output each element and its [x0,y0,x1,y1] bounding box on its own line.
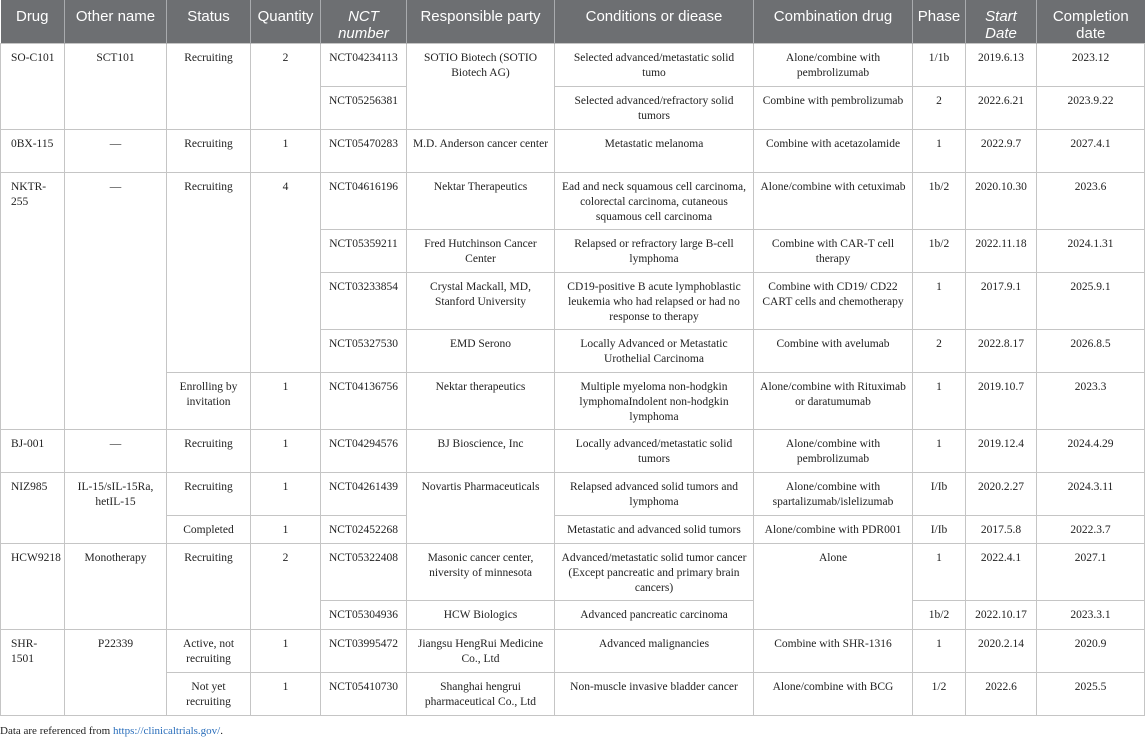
phase-cell: 1 [913,272,966,329]
combination-cell: Alone/combine with BCG [754,672,913,715]
phase-cell: 2 [913,329,966,372]
drug-cell: BJ-001 [1,429,65,472]
combination-cell: Alone/combine with PDR001 [754,515,913,543]
condition-cell: Advanced pancreatic carcinoma [555,600,754,629]
nct-cell: NCT04616196 [321,172,407,229]
party-cell: Jiangsu HengRui Medicine Co., Ltd [407,629,555,672]
condition-cell: Selected advanced/refractory solid tumors [555,86,754,129]
completion-date-cell: 2023.3 [1037,372,1145,429]
start-date-cell: 2017.9.1 [966,272,1037,329]
footnote-text: Data are referenced from [0,725,113,737]
condition-cell: Multiple myeloma non-hodgkin lymphomaIndolent non-hodgkin lymphoma [555,372,754,429]
footnote-suffix: . [220,725,223,737]
header-row [1,0,1145,43]
quantity-cell: 2 [251,43,321,129]
combination-cell: Alone [754,543,913,629]
status-cell: Recruiting [167,172,251,372]
nct-cell: NCT02452268 [321,515,407,543]
combination-cell: Alone/combine with pembrolizumab [754,429,913,472]
nct-cell: NCT05304936 [321,600,407,629]
status-cell: Active, not recruiting [167,629,251,672]
status-cell: Recruiting [167,543,251,629]
condition-cell: Advanced/metastatic solid tumor cancer (Except pancreatic and primary brain cancers) [555,543,754,600]
party-cell: M.D. Anderson cancer center [407,129,555,172]
completion-date-cell: 2020.9 [1037,629,1145,672]
other-name-cell: P22339 [65,629,167,715]
table-row [1,472,1145,515]
combination-cell: Alone/combine with cetuximab [754,172,913,229]
condition-cell: CD19-positive B acute lymphoblastic leukemia who had relapsed or had no response to therapy [555,272,754,329]
combination-cell: Combine with SHR-1316 [754,629,913,672]
phase-cell: 1/1b [913,43,966,86]
phase-cell: 1 [913,129,966,172]
nct-cell: NCT04294576 [321,429,407,472]
table-row [1,543,1145,600]
completion-date-cell: 2023.6 [1037,172,1145,229]
table-row [1,672,1145,715]
phase-cell: 1 [913,543,966,600]
status-cell: Recruiting [167,129,251,172]
nct-cell: NCT05359211 [321,229,407,272]
col-header-combination-drug: Combination drug [754,0,913,43]
combination-cell: Combine with pembrolizumab [754,86,913,129]
completion-date-cell: 2026.8.5 [1037,329,1145,372]
status-cell: Not yet recruiting [167,672,251,715]
party-cell: Masonic cancer center, niversity of minnesota [407,543,555,600]
phase-cell: 1b/2 [913,229,966,272]
condition-cell: Metastatic and advanced solid tumors [555,515,754,543]
completion-date-cell: 2024.4.29 [1037,429,1145,472]
table-row [1,372,1145,429]
table-row [1,429,1145,472]
col-header-other-name: Other name [65,0,167,43]
start-date-cell: 2020.10.30 [966,172,1037,229]
quantity-cell: 1 [251,472,321,515]
phase-cell: I/Ib [913,515,966,543]
start-date-cell: 2022.9.7 [966,129,1037,172]
combination-cell: Alone/combine with Rituximab or daratumumab [754,372,913,429]
other-name-cell: IL-15/sIL-15Ra, hetIL-15 [65,472,167,543]
combination-cell: Alone/combine with pembrolizumab [754,43,913,86]
condition-cell: Ead and neck squamous cell carcinoma, colorectal carcinoma, cutaneous squamous cell carcinoma [555,172,754,229]
drug-cell: NIZ985 [1,472,65,543]
completion-date-cell: 2023.3.1 [1037,600,1145,629]
completion-date-cell: 2024.3.11 [1037,472,1145,515]
start-date-cell: 2017.5.8 [966,515,1037,543]
completion-date-cell: 2025.5 [1037,672,1145,715]
party-cell: Fred Hutchinson Cancer Center [407,229,555,272]
col-header-conditions: Conditions or diease [555,0,754,43]
party-cell: SOTIO Biotech (SOTIO Biotech AG) [407,43,555,129]
completion-date-cell: 2027.4.1 [1037,129,1145,172]
start-date-cell: 2020.2.14 [966,629,1037,672]
source-link[interactable]: https://clinicaltrials.gov/ [112,725,221,737]
condition-cell: Locally Advanced or Metastatic Urothelial Carcinoma [555,329,754,372]
nct-cell: NCT05410730 [321,672,407,715]
completion-date-cell: 2023.12 [1037,43,1145,86]
party-cell: Crystal Mackall, MD, Stanford University [407,272,555,329]
col-header-completion-date: Completion date [1037,0,1145,43]
other-name-cell: SCT101 [65,43,167,129]
phase-cell: 2 [913,86,966,129]
start-date-cell: 2019.12.4 [966,429,1037,472]
condition-cell: Advanced malignancies [555,629,754,672]
col-header-nct-number: NCT number [321,0,407,43]
start-date-cell: 2019.6.13 [966,43,1037,86]
completion-date-cell: 2022.3.7 [1037,515,1145,543]
combination-cell: Alone/combine with spartalizumab/islelizumab [754,472,913,515]
nct-cell: NCT03233854 [321,272,407,329]
drug-cell: SO-C101 [1,43,65,129]
phase-cell: 1 [913,429,966,472]
combination-cell: Combine with CAR-T cell therapy [754,229,913,272]
table-row [1,629,1145,672]
status-cell: Recruiting [167,472,251,515]
status-cell: Completed [167,515,251,543]
start-date-cell: 2022.8.17 [966,329,1037,372]
col-header-quantity: Quantity [251,0,321,43]
completion-date-cell: 2023.9.22 [1037,86,1145,129]
party-cell: BJ Bioscience, Inc [407,429,555,472]
table-row [1,43,1145,86]
status-cell: Enrolling by invitation [167,372,251,429]
drug-cell: 0BX-115 [1,129,65,172]
drug-cell: NKTR-255 [1,172,65,429]
phase-cell: 1 [913,372,966,429]
quantity-cell: 1 [251,429,321,472]
phase-cell: 1/2 [913,672,966,715]
nct-cell: NCT04136756 [321,372,407,429]
condition-cell: Relapsed or refractory large B-cell lymphoma [555,229,754,272]
start-date-cell: 2022.10.17 [966,600,1037,629]
start-date-cell: 2020.2.27 [966,472,1037,515]
combination-cell: Combine with acetazolamide [754,129,913,172]
drug-cell: SHR-1501 [1,629,65,715]
condition-cell: Metastatic melanoma [555,129,754,172]
combination-cell: Combine with CD19/ CD22 CART cells and chemotherapy [754,272,913,329]
phase-cell: 1b/2 [913,172,966,229]
condition-cell: Locally advanced/metastatic solid tumors [555,429,754,472]
quantity-cell: 1 [251,672,321,715]
completion-date-cell: 2025.9.1 [1037,272,1145,329]
party-cell: HCW Biologics [407,600,555,629]
completion-date-cell: 2027.1 [1037,543,1145,600]
phase-cell: I/Ib [913,472,966,515]
table-row [1,129,1145,172]
table-row [1,172,1145,229]
nct-cell: NCT03995472 [321,629,407,672]
start-date-cell: 2022.6.21 [966,86,1037,129]
col-header-status: Status [167,0,251,43]
party-cell: EMD Serono [407,329,555,372]
quantity-cell: 1 [251,372,321,429]
table-row [1,515,1145,543]
quantity-cell: 4 [251,172,321,372]
completion-date-cell: 2024.1.31 [1037,229,1145,272]
condition-cell: Selected advanced/metastatic solid tumo [555,43,754,86]
quantity-cell: 1 [251,515,321,543]
other-name-cell: Monotherapy [65,543,167,629]
col-header-phase: Phase [913,0,966,43]
nct-cell: NCT05256381 [321,86,407,129]
party-cell: Nektar Therapeutics [407,172,555,229]
status-cell: Recruiting [167,429,251,472]
condition-cell: Relapsed advanced solid tumors and lymphoma [555,472,754,515]
party-cell: Shanghai hengrui pharmaceutical Co., Ltd [407,672,555,715]
phase-cell: 1 [913,629,966,672]
combination-cell: Combine with avelumab [754,329,913,372]
col-header-responsible-party: Responsible party [407,0,555,43]
other-name-cell: — [65,429,167,472]
quantity-cell: 1 [251,129,321,172]
start-date-cell: 2022.11.18 [966,229,1037,272]
status-cell: Recruiting [167,43,251,129]
nct-cell: NCT05327530 [321,329,407,372]
other-name-cell: — [65,129,167,172]
nct-cell: NCT04234113 [321,43,407,86]
quantity-cell: 2 [251,543,321,629]
nct-cell: NCT05470283 [321,129,407,172]
nct-cell: NCT05322408 [321,543,407,600]
party-cell: Novartis Pharmaceuticals [407,472,555,543]
nct-cell: NCT04261439 [321,472,407,515]
other-name-cell: — [65,172,167,429]
footnote [0,725,223,737]
condition-cell: Non-muscle invasive bladder cancer [555,672,754,715]
quantity-cell: 1 [251,629,321,672]
col-header-start-date: Start Date [966,0,1037,43]
col-header-drug: Drug [1,0,65,43]
phase-cell: 1b/2 [913,600,966,629]
start-date-cell: 2022.4.1 [966,543,1037,600]
party-cell: Nektar therapeutics [407,372,555,429]
start-date-cell: 2022.6 [966,672,1037,715]
drug-cell: HCW9218 [1,543,65,629]
start-date-cell: 2019.10.7 [966,372,1037,429]
